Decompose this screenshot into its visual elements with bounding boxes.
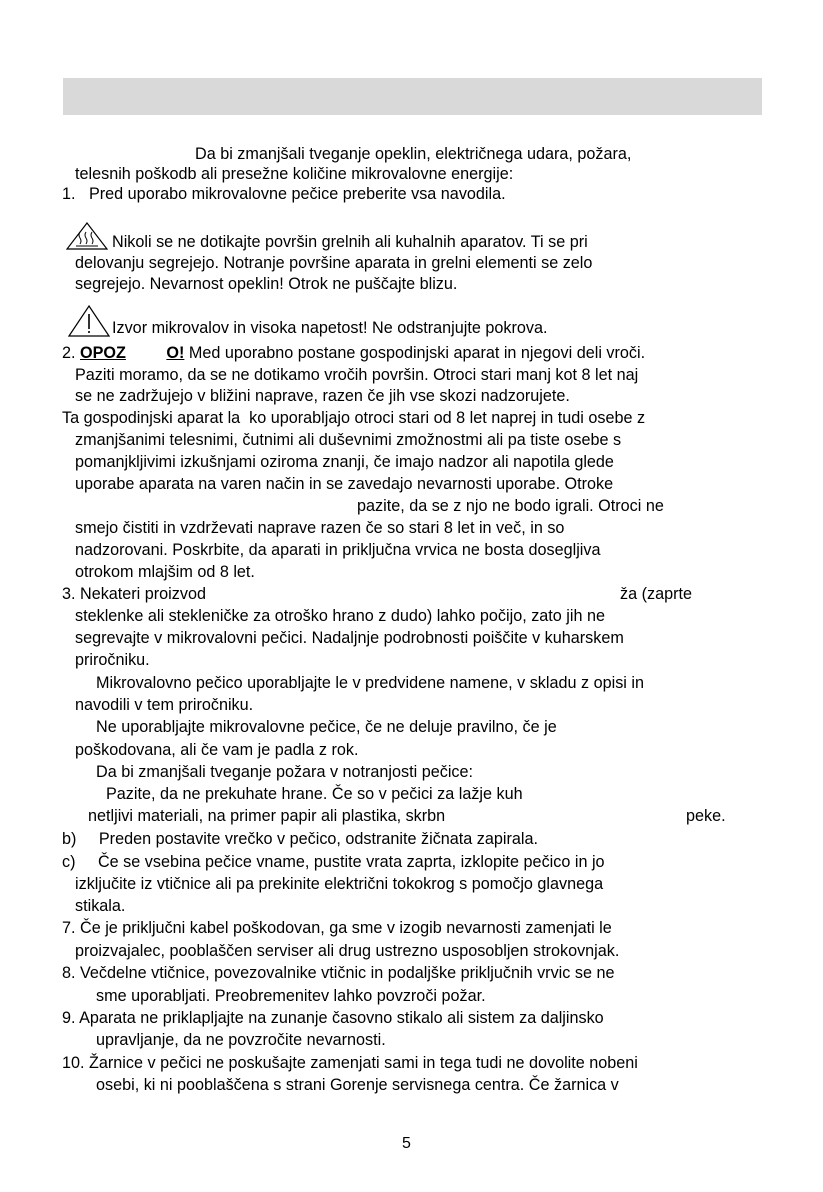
text-line: segrejejo. Nevarnost opeklin! Otrok ne puščajte blizu. [75, 275, 458, 293]
warning-label-part: O! [166, 344, 185, 362]
text-line: Mikrovalovno pečico uporabljajte le v predvidene namene, v skladu z opisi in [96, 674, 644, 692]
text-line [62, 343, 645, 363]
text-line: pazite, da se z njo ne bodo igrali. Otroci ne [357, 497, 664, 515]
text-line: b) Preden postavite vrečko v pečico, odstranite žičnata zapirala. [62, 830, 538, 848]
text-line: uporabe aparata na varen način in se zavedajo nevarnosti uporabe. Otroke [75, 475, 614, 493]
text-line: se ne zadržujejo v bližini naprave, razen če jih vse skozi nadzorujete. [75, 387, 570, 405]
text-line: 1. Pred uporabo mikrovalovne pečice preberite vsa navodila. [62, 185, 506, 203]
text-line: Izvor mikrovalov in visoka napetost! Ne odstranjujte pokrova. [112, 319, 548, 337]
text-line: Paziti moramo, da se ne dotikamo vročih površin. Otroci stari manj kot 8 let naj [75, 366, 639, 384]
text-line: delovanju segrejejo. Notranje površine aparata in grelni elementi se zelo [75, 254, 593, 272]
warning-label-part: OPOZ [80, 344, 126, 362]
text-line: zmanjšanimi telesnimi, čutnimi ali duševnimi zmožnostmi ali pa tiste osebe s [75, 431, 622, 449]
text-line: 8. Večdelne vtičnice, povezovalnike vtičnic in podaljške priključnih vrvic se ne [62, 964, 615, 982]
text-line: Ta gospodinjski aparat la ko uporabljajo otroci stari od 8 let naprej in tudi osebe z [62, 409, 646, 427]
text-line: Da bi zmanjšali tveganje opeklin, električnega udara, požara, [195, 145, 632, 163]
text-line: 9. Aparata ne priklapljajte na zunanje časovno stikalo ali sistem za daljinsko [62, 1009, 604, 1027]
section-header-bar [63, 78, 762, 115]
text-span: Med uporabno postane gospodinjski aparat in njegovi deli vroči. [188, 344, 646, 362]
text-line: 7. Če je priključni kabel poškodovan, ga sme v izogib nevarnosti zamenjati le [62, 919, 612, 937]
text-line: poškodovana, ali če vam je padla z rok. [75, 741, 359, 759]
text-line: otrokom mlajšim od 8 let. [75, 563, 255, 581]
text-line: Da bi zmanjšali tveganje požara v notranjosti pečice: [96, 763, 474, 781]
text-line: steklenke ali stekleničke za otroško hrano z dudo) lahko počijo, zato jih ne [75, 607, 605, 625]
text-line: pomanjkljivimi izkušnjami oziroma znanji, če imajo nadzor ali napotila glede [75, 453, 614, 471]
text-line: osebi, ki ni pooblaščena s strani Gorenje servisnega centra. Če žarnica v [96, 1076, 619, 1094]
text-line: izključite iz vtičnice ali pa prekinite električni tokokrog s pomočjo glavnega [75, 875, 604, 893]
text-line: peke. [686, 807, 726, 825]
text-line: Ne uporabljajte mikrovalovne pečice, če ne deluje pravilno, če je [96, 718, 557, 736]
text-line: netljivi materiali, na primer papir ali plastika, skrbn [88, 807, 446, 825]
text-line: navodili v tem priročniku. [75, 696, 254, 714]
text-line: c) Če se vsebina pečice vname, pustite vrata zaprta, izklopite pečico in jo [62, 853, 605, 871]
warning-triangle-icon [68, 305, 110, 337]
text-line: smejo čistiti in vzdrževati naprave razen če so stari 8 let in več, in so [75, 519, 565, 537]
text-line: segrevajte v mikrovalovni pečici. Nadaljnje podrobnosti poiščite v kuharskem [75, 629, 624, 647]
text-line: sme uporabljati. Preobremenitev lahko povzroči požar. [96, 987, 486, 1005]
text-line: ža (zaprte [620, 585, 692, 603]
text-line: Pazite, da ne prekuhate hrane. Če so v pečici za lažje kuh [106, 785, 523, 803]
text-line: stikala. [75, 897, 126, 915]
text-line: telesnih poškodb ali presežne količine mikrovalovne energije: [75, 165, 514, 183]
hot-surface-warning-icon [66, 222, 108, 250]
page-number: 5 [402, 1135, 411, 1152]
text-line: 10. Žarnice v pečici ne poskušajte zamenjati sami in tega tudi ne dovolite nobeni [62, 1054, 638, 1072]
text-line: proizvajalec, pooblaščen serviser ali drug ustrezno usposobljen strokovnjak. [75, 942, 620, 960]
list-number: 2. [62, 344, 76, 362]
text-line: upravljanje, da ne povzročite nevarnosti. [96, 1031, 386, 1049]
text-line: priročniku. [75, 651, 150, 669]
text-line: 3. Nekateri proizvod [62, 585, 206, 603]
text-line: Nikoli se ne dotikajte površin grelnih ali kuhalnih aparatov. Ti se pri [112, 233, 588, 251]
text-line: nadzorovani. Poskrbite, da aparati in priključna vrvica ne bosta dosegljiva [75, 541, 601, 559]
